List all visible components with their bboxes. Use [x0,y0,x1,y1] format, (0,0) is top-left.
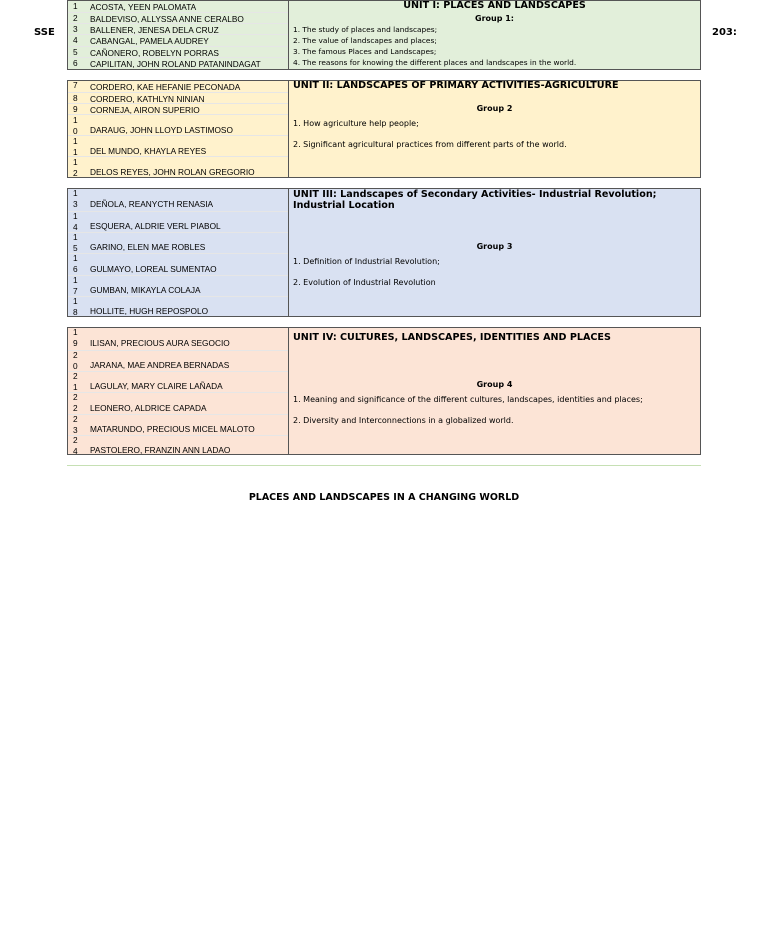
student-number: 5 [73,47,78,57]
student-number: 2 [73,350,78,360]
student-number: 2 [73,435,78,445]
student-name: HOLLITE, HUGH REPOSPOLO [90,306,209,316]
student-name: MATARUNDO, PRECIOUS MICEL MALOTO [90,424,255,434]
unit-1-group-label: Group 1: [475,14,514,23]
student-name: GARINO, ELEN MAE ROBLES [90,242,206,252]
unit-1-block [67,0,701,70]
student-number: 2 [73,13,78,23]
student-row [68,156,288,178]
student-number: 6 [73,58,78,68]
student-number: 2 [73,168,78,178]
student-row [68,114,288,136]
student-number: 8 [73,307,78,317]
student-number: 9 [73,338,78,348]
unit-4-title: UNIT IV: CULTURES, LANDSCAPES, IDENTITIES AND PLACES [293,332,611,343]
student-number: 4 [73,222,78,232]
student-name: JARANA, MAE ANDREA BERNADAS [90,360,230,370]
unit-4-block [67,327,701,455]
student-name: BALDEVISO, ALLYSSA ANNE CERALBO [90,14,244,24]
student-row [68,328,288,350]
unit-3-title: UNIT III: Landscapes of Secondary Activities- Industrial Revolution; Industrial Location [293,189,657,211]
unit-4-student-list [68,328,289,454]
student-number: 2 [73,371,78,381]
unit-2-group-label: Group 2 [476,104,513,113]
student-number: 9 [73,104,78,114]
student-name: CABANGAL, PAMELA AUDREY [90,36,209,46]
student-name: GULMAYO, LOREAL SUMENTAO [90,264,217,274]
unit-2-student-list [68,81,289,177]
student-number: 1 [73,136,78,146]
unit-1-student-list [68,1,289,69]
student-number: 2 [73,403,78,413]
student-name: ACOSTA, YEEN PALOMATA [90,2,197,12]
unit-1-topics [289,1,700,69]
unit-1-topic-1: 1. The study of places and landscapes; [293,25,438,34]
student-row [68,253,288,276]
student-number: 2 [73,414,78,424]
student-row [68,81,288,92]
student-number: 1 [73,275,78,285]
student-number: 1 [73,1,78,11]
student-row [68,392,288,415]
unit-2-topic-2: 2. Significant agricultural practices from different parts of the world. [293,140,567,149]
student-row [68,232,288,254]
divider-line [67,465,701,466]
student-row [68,435,288,455]
student-number: 0 [73,361,78,371]
student-row [68,135,288,157]
student-name: ESQUERA, ALDRIE VERL PIABOL [90,221,221,231]
student-number: 1 [73,382,78,392]
student-name: CORDERO, KAE HEFANIE PECONADA [90,82,241,92]
student-row [68,275,288,297]
student-row [68,1,288,12]
unit-4-topic-2: 2. Diversity and Interconnections in a globalized world. [293,416,514,425]
unit-3-topic-1: 1. Definition of Industrial Revolution; [293,257,440,266]
student-name: CAPILITAN, JOHN ROLAND PATANINDAGAT [90,59,261,69]
student-number: 3 [73,199,78,209]
student-number: 4 [73,446,78,456]
unit-3-group-label: Group 3 [476,242,513,251]
unit-2-topics [289,81,700,177]
stray-mark: . [306,462,308,468]
student-name: BALLENER, JENESA DELA CRUZ [90,25,219,35]
student-number: 6 [73,264,78,274]
unit-3-student-list [68,189,289,316]
unit-4-topic-1: 1. Meaning and significance of the different cultures, landscapes, identities and places; [293,395,643,404]
unit-2-topic-1: 1. How agriculture help people; [293,119,419,128]
unit-1-topic-3: 3. The famous Places and Landscapes; [293,47,437,56]
student-name: ILISAN, PRECIOUS AURA SEGOCIO [90,338,230,348]
student-number: 1 [73,115,78,125]
unit-2-title: UNIT II: LANDSCAPES OF PRIMARY ACTIVITIES-AGRICULTURE [293,80,619,91]
unit-3-block [67,188,701,317]
student-number: 8 [73,93,78,103]
unit-4-topics [289,328,700,454]
student-number: 3 [73,24,78,34]
student-row [68,189,288,211]
student-number: 7 [73,80,78,90]
student-number: 1 [73,157,78,167]
student-name: DEL MUNDO, KHAYLA REYES [90,146,207,156]
student-number: 3 [73,425,78,435]
student-name: DELOS REYES, JOHN ROLAN GREGORIO [90,167,255,177]
unit-3-topic-2: 2. Evolution of Industrial Revolution [293,278,436,287]
student-name: DARAUG, JOHN LLOYD LASTIMOSO [90,125,233,135]
student-row [68,57,288,70]
section-code-label: 203: [712,27,737,38]
student-row [68,414,288,436]
student-name: CORNEJA, AIRON SUPERIO [90,105,200,115]
student-row [68,371,288,393]
student-name: PASTOLERO, FRANZIN ANN LADAO [90,445,231,455]
student-number: 1 [73,232,78,242]
page-heading: PLACES AND LANDSCAPES IN A CHANGING WORLD [248,492,520,503]
student-number: 1 [73,188,78,198]
unit-1-topic-2: 2. The value of landscapes and places; [293,36,437,45]
subject-label: SSE [34,27,55,38]
student-number: 1 [73,147,78,157]
student-number: 1 [73,327,78,337]
student-name: CORDERO, KATHLYN NINIAN [90,94,205,104]
unit-1-topic-4: 4. The reasons for knowing the different places and landscapes in the world. [293,58,577,67]
student-number: 0 [73,126,78,136]
student-name: LAGULAY, MARY CLAIRE LAÑADA [90,381,223,391]
student-row [68,296,288,317]
unit-3-topics [289,189,700,316]
student-name: DEÑOLA, REANYCTH RENASIA [90,199,214,209]
unit-1-title: UNIT I: PLACES AND LANDSCAPES [403,0,586,11]
student-row [68,211,288,233]
unit-4-group-label: Group 4 [476,380,513,389]
student-number: 2 [73,392,78,402]
student-name: LEONERO, ALDRICE CAPADA [90,403,207,413]
student-number: 5 [73,243,78,253]
student-number: 7 [73,286,78,296]
student-row [68,350,288,372]
student-number: 1 [73,296,78,306]
student-number: 1 [73,253,78,263]
student-number: 1 [73,211,78,221]
student-name: GUMBAN, MIKAYLA COLAJA [90,285,201,295]
unit-2-block [67,80,701,178]
student-name: CAÑONERO, ROBELYN PORRAS [90,48,219,58]
student-number: 4 [73,35,78,45]
